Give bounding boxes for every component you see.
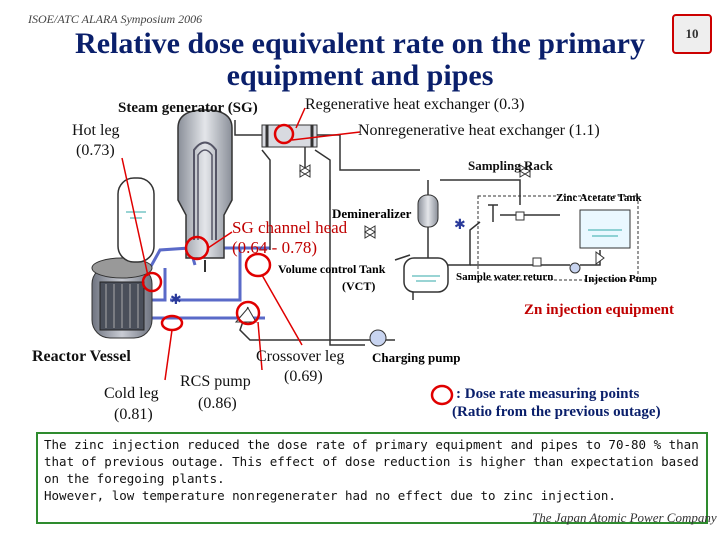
marker-legend	[432, 386, 452, 404]
event-label: ISOE/ATC ALARA Symposium 2006	[28, 12, 203, 26]
demineralizer-shape	[418, 195, 438, 227]
label-cold-leg: Cold leg	[104, 385, 159, 402]
legend-line2: (Ratio from the previous outage)	[452, 404, 661, 420]
label-crossover-leg: Crossover leg	[256, 348, 345, 365]
label-nonregen-hx: Nonregenerative heat exchanger (1.1)	[358, 122, 600, 139]
label-demineralizer: Demineralizer	[332, 206, 412, 221]
note-text-2: However, low temperature nonregenerater had no effect due to zinc injection.	[44, 488, 616, 503]
label-sg-channel-head-value: (0.64 - 0.78)	[232, 238, 317, 257]
vct-shape	[404, 258, 448, 292]
label-sample-return: Sample water return	[456, 271, 554, 283]
label-reactor-vessel: Reactor Vessel	[32, 348, 131, 365]
charging-pump-shape	[370, 330, 386, 346]
reactor-vessel-shape	[92, 258, 152, 338]
label-vct-abbr: (VCT)	[342, 279, 376, 293]
footer-company: The Japan Atomic Power Company	[532, 510, 717, 525]
label-injection-pump: Injection Pump	[584, 273, 658, 285]
svg-text:✱: ✱	[170, 292, 182, 308]
label-sg-channel-head: SG channel head	[232, 218, 348, 237]
label-charging-pump: Charging pump	[372, 350, 461, 365]
label-vct: Volume control Tank	[278, 262, 386, 276]
label-hot-leg: Hot leg	[72, 122, 120, 139]
label-steam-generator: Steam generator (SG)	[118, 100, 258, 116]
label-crossover-leg-value: (0.69)	[284, 368, 323, 385]
legend-line1: : Dose rate measuring points	[456, 386, 640, 402]
page-title: Relative dose equivalent rate on the primary equipment and pipes	[75, 27, 645, 92]
note-text-1: The zinc injection reduced the dose rate of primary equipment and pipes to 70-80 % than that of previous outage. This effect of dose reduction is higher than expectation based on the foregoing plants.	[44, 437, 699, 486]
label-zn-equipment: Zn injection equipment	[524, 302, 675, 318]
zn-injection-equipment	[478, 196, 638, 280]
label-sampling-rack: Sampling Rack	[468, 158, 553, 173]
page-number: 10	[672, 14, 712, 54]
label-regen-hx: Regenerative heat exchanger (0.3)	[305, 96, 525, 113]
label-rcs-pump: RCS pump	[180, 373, 251, 390]
label-cold-leg-value: (0.81)	[114, 406, 153, 423]
svg-text:✱: ✱	[454, 217, 466, 233]
label-hot-leg-value: (0.73)	[76, 142, 115, 159]
label-rcs-pump-value: (0.86)	[198, 395, 237, 412]
label-zinc-tank: Zinc Acetate Tank	[556, 192, 642, 204]
